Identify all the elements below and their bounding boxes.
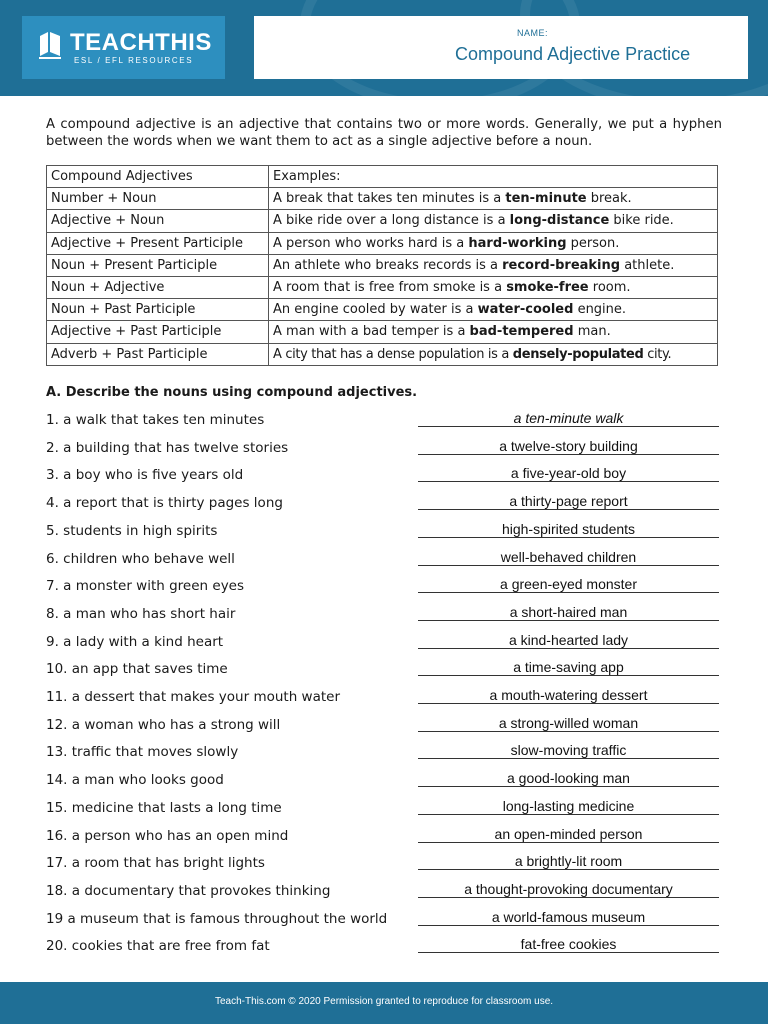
example-text: engine. (573, 302, 627, 318)
answer-line (418, 758, 719, 759)
table-row (47, 210, 718, 232)
example-text: person. (566, 235, 620, 251)
answer-text: a thirty-page report (509, 493, 628, 510)
question-text: 7. a monster with green eyes (46, 578, 245, 595)
example-compound-adjective: ten-minute (505, 191, 587, 207)
answer-line (418, 509, 719, 510)
compound-type-cell: Adjective + Past Participle (47, 321, 269, 343)
example-cell (269, 321, 718, 343)
answer-text: a thought-provoking documentary (464, 880, 673, 897)
example-compound-adjective: densely-populated (512, 346, 644, 362)
answer-text: fat-free cookies (520, 936, 617, 953)
answer-text: a time-saving app (513, 659, 624, 676)
question-text: 11. a dessert that makes your mouth water (46, 689, 341, 705)
answer-line (418, 952, 719, 953)
example-text: break. (586, 191, 632, 207)
question-text: 13. traffic that moves slowly (46, 744, 239, 761)
compound-type-cell: Noun + Present Participle (47, 254, 269, 276)
example-compound-adjective: smoke-free (506, 280, 589, 296)
example-text: man. (573, 324, 611, 340)
compound-type-cell: Adverb + Past Participle (47, 343, 269, 365)
question-text: 20. cookies that are free from fat (46, 938, 270, 955)
answer-text: a mouth-watering dessert (489, 687, 648, 703)
table-row (47, 299, 718, 321)
example-compound-adjective: record-breaking (502, 257, 621, 273)
question-text: 3. a boy who is five years old (46, 467, 244, 484)
example-cell (269, 343, 718, 365)
answer-line (418, 454, 719, 455)
answer-line (418, 925, 719, 926)
table-row (47, 232, 718, 254)
example-text: room. (588, 280, 631, 296)
answer-line (418, 703, 719, 704)
example-cell (269, 276, 718, 298)
example-text: bike ride. (609, 213, 674, 229)
compound-type-cell: Number + Noun (47, 188, 269, 210)
example-text: athlete. (620, 257, 675, 273)
answer-line (418, 537, 719, 538)
answer-line (418, 869, 719, 870)
example-cell (269, 210, 718, 232)
question-text: 5. students in high spirits (46, 522, 218, 539)
book-logo-icon (38, 30, 62, 60)
answer-line (418, 731, 719, 732)
example-compound-adjective: hard-working (468, 235, 567, 251)
question-text: 1. a walk that takes ten minutes (46, 412, 265, 428)
question-text: 15. medicine that lasts a long time (46, 799, 282, 816)
question-text: 18. a documentary that provokes thinking (46, 882, 331, 899)
example-text: A break that takes ten minutes is a (273, 191, 506, 207)
answer-text: long-lasting medicine (502, 797, 635, 814)
compound-type-cell: Adjective + Present Participle (47, 232, 269, 254)
example-text: An athlete who breaks records is a (273, 257, 503, 273)
example-cell (269, 188, 718, 210)
question-text: 16. a person who has an open mind (46, 827, 289, 844)
answer-line (418, 481, 719, 482)
table-row (47, 343, 718, 365)
answer-text: a kind-hearted lady (508, 631, 629, 648)
brand-tagline: ESL / EFL RESOURCES (74, 56, 194, 65)
table-header-cell: Compound Adjectives (47, 166, 269, 188)
answer-text: a five-year-old boy (510, 465, 627, 482)
page-title: Compound Adjective Practice (455, 44, 691, 64)
section-a-title: A. Describe the nouns using compound adjectives. (46, 385, 418, 400)
question-text: 2. a building that has twelve stories (46, 439, 289, 456)
question-text: 8. a man who has short hair (46, 605, 236, 622)
answer-text: a brightly-lit room (514, 853, 623, 870)
answer-text: well-behaved children (500, 548, 637, 565)
answer-text: a short-haired man (509, 603, 628, 620)
example-text: A man with a bad temper is a (273, 324, 470, 340)
question-text: 17. a room that has bright lights (46, 855, 265, 872)
answer-line (418, 842, 719, 843)
answer-line (418, 897, 719, 898)
answer-text: a world-famous museum (491, 908, 646, 925)
answer-line (418, 814, 719, 815)
answer-text: high-spirited students (501, 520, 636, 537)
example-text: A person who works hard is a (273, 235, 469, 251)
question-text: 4. a report that is thirty pages long (46, 495, 283, 512)
answer-line (418, 592, 719, 593)
name-label: NAME: (517, 28, 549, 38)
table-row (47, 188, 718, 210)
example-text: A room that is free from smoke is a (273, 280, 507, 296)
example-text: A bike ride over a long distance is a (273, 213, 510, 229)
example-compound-adjective: long-distance (509, 213, 610, 229)
question-text: 14. a man who looks good (46, 772, 224, 789)
answer-line (418, 565, 719, 566)
question-text: 9. a lady with a kind heart (46, 633, 224, 650)
example-compound-adjective: bad-tempered (469, 324, 574, 340)
table-row (47, 254, 718, 276)
example-text: city. (643, 346, 672, 362)
example-text: An engine cooled by water is a (273, 302, 478, 318)
answer-text: a ten-minute walk (513, 410, 624, 426)
answer-text: a good-looking man (507, 770, 630, 787)
table-row (47, 276, 718, 298)
example-cell (269, 299, 718, 321)
answer-line (418, 620, 719, 621)
answer-text: a green-eyed monster (500, 576, 637, 593)
table-header-row (47, 166, 718, 188)
examples-table (46, 165, 718, 366)
answer-line (418, 675, 719, 676)
answer-line (418, 648, 719, 649)
answer-text: a strong-willed woman (498, 714, 639, 731)
question-text: 12. a woman who has a strong will (46, 716, 281, 733)
answer-text: a twelve-story building (499, 437, 638, 454)
table-row (47, 321, 718, 343)
answer-line (418, 426, 719, 427)
table-header-cell: Examples: (269, 166, 718, 188)
question-text: 19 a museum that is famous throughout the world (46, 910, 388, 927)
intro-paragraph: A compound adjective is an adjective that contains two or more words. Generally, we put a hyphen between the words when we want them to act as a single adjective before a noun. (46, 117, 722, 149)
compound-type-cell: Noun + Adjective (47, 276, 269, 298)
question-text: 10. an app that saves time (46, 661, 228, 678)
compound-type-cell: Adjective + Noun (47, 210, 269, 232)
answer-line (418, 786, 719, 787)
example-cell (269, 254, 718, 276)
example-cell (269, 232, 718, 254)
example-text: A city that has a dense population is a (273, 346, 513, 362)
compound-type-cell: Noun + Past Participle (47, 299, 269, 321)
brand-name: TEACHTHIS (70, 29, 212, 56)
footer-text: Teach-This.com © 2020 Permission granted to reproduce for classroom use. (214, 996, 554, 1007)
answer-text: an open-minded person (494, 825, 643, 842)
answer-text: slow-moving traffic (510, 742, 627, 759)
example-compound-adjective: water-cooled (477, 302, 574, 318)
question-text: 6. children who behave well (46, 550, 235, 567)
